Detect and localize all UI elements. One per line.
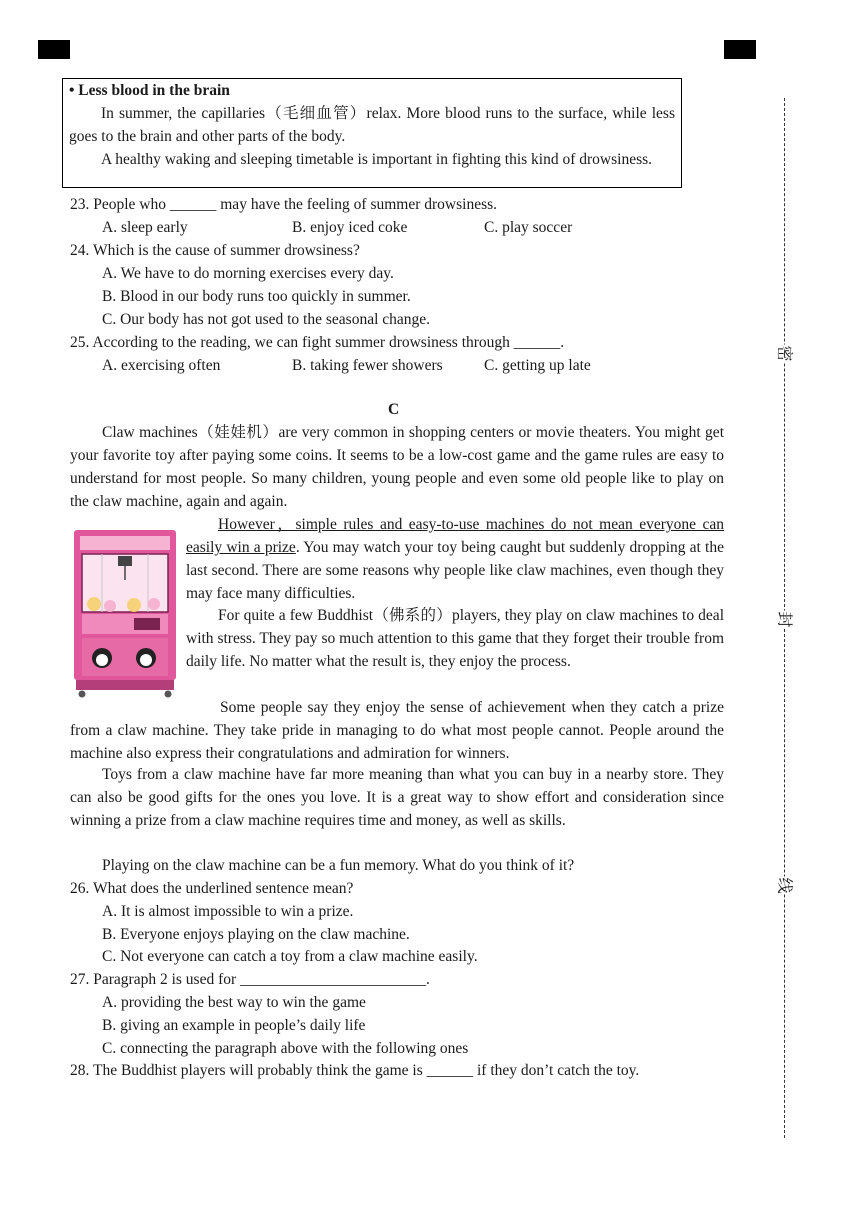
q24-option-b: B. Blood in our body runs too quickly in summer. [102, 288, 411, 305]
q26-option-b: B. Everyone enjoys playing on the claw machine. [102, 926, 410, 943]
q26-option-a: A. It is almost impossible to win a prize. [102, 903, 354, 920]
q27-option-c: C. connecting the paragraph above with the following ones [102, 1040, 469, 1057]
question-27: 27. Paragraph 2 is used for ________________________. [70, 971, 430, 988]
passage-paragraph-5 [70, 763, 724, 832]
section-c-heading: C [388, 401, 400, 418]
box-heading: • Less blood in the brain [69, 82, 230, 99]
q23-option-a: A. sleep early [102, 219, 188, 236]
q25-option-b: B. taking fewer showers [292, 357, 443, 374]
passage-p4-text: Some people say they enjoy the sense of achievement when they catch a prize from a claw machine. They take pride in managing to do what most people cannot. People around the machine also express their congratulations and admiration for winners. [70, 699, 724, 762]
question-25: 25. According to the reading, we can fight summer drowsiness through ______. [70, 334, 565, 351]
passage-p3-text: For quite a few Buddhist（佛系的）players, they play on claw machines to deal with stress. They pay so much attention to this game that they forget their trouble from daily life. No matter what the result is, they enjoy the process. [186, 607, 724, 670]
q23-option-c: C. play soccer [484, 219, 573, 236]
q23-option-b: B. enjoy iced coke [292, 219, 408, 236]
passage-paragraph-4 [70, 696, 724, 765]
question-26: 26. What does the underlined sentence mean? [70, 880, 354, 897]
passage-p6-text: Playing on the claw machine can be a fun memory. What do you think of it? [102, 857, 575, 874]
binding-label-mi: 密 [775, 345, 798, 363]
q25-option-c: C. getting up late [484, 357, 591, 374]
q25-option-a: A. exercising often [102, 357, 221, 374]
box-paragraph-2: A healthy waking and sleeping timetable is important in fighting this kind of drowsiness. [101, 151, 653, 168]
corner-marker-right [724, 40, 756, 59]
passage-p1-text: Claw machines（娃娃机）are very common in shopping centers or movie theaters. You might get your favorite toy after paying some coins. It seems to be a low-cost game and the game rules are easy to understand for most people. So many children, young people and even some old people like to play on the claw machine, again and again. [70, 424, 724, 510]
passage-paragraph-2 [186, 513, 724, 605]
corner-marker-left [38, 40, 70, 59]
claw-machine-image [72, 526, 178, 698]
passage-p2-rest: . You may watch your toy being caught but suddenly dropping at the last second. There are some reasons why people like claw machines, even though they may face many difficulties. [186, 539, 724, 602]
passage-paragraph-1 [70, 421, 724, 513]
reading-b-box [62, 78, 682, 188]
box-paragraph-1: In summer, the capillaries（毛细血管）relax. More blood runs to the surface, while less goes to the brain and other parts of the body. [69, 105, 675, 145]
q24-option-c: C. Our body has not got used to the seasonal change. [102, 311, 431, 328]
question-23: 23. People who ______ may have the feeling of summer drowsiness. [70, 196, 498, 213]
passage-paragraph-6 [70, 854, 724, 877]
binding-label-xian: 线 [775, 877, 798, 895]
q27-option-b: B. giving an example in people’s daily life [102, 1017, 366, 1034]
question-28: 28. The Buddhist players will probably think the game is ______ if they don’t catch the toy. [70, 1062, 640, 1079]
q24-option-a: A. We have to do morning exercises every day. [102, 265, 394, 282]
q27-option-a: A. providing the best way to win the game [102, 994, 366, 1011]
q26-option-c: C. Not everyone can catch a toy from a claw machine easily. [102, 948, 478, 965]
passage-paragraph-3 [186, 604, 724, 673]
passage-p5-text: Toys from a claw machine have far more meaning than what you can buy in a nearby store. They can also be good gifts for the ones you love. It is a great way to show effort and consideration since winning a prize from a claw machine requires time and money, as well as skills. [70, 766, 724, 829]
underlined-sentence: However，simple rules and easy-to-use machines do not mean everyone can easily win a prize [186, 516, 724, 556]
question-24: 24. Which is the cause of summer drowsiness? [70, 242, 360, 259]
binding-label-feng: 封 [775, 611, 798, 629]
